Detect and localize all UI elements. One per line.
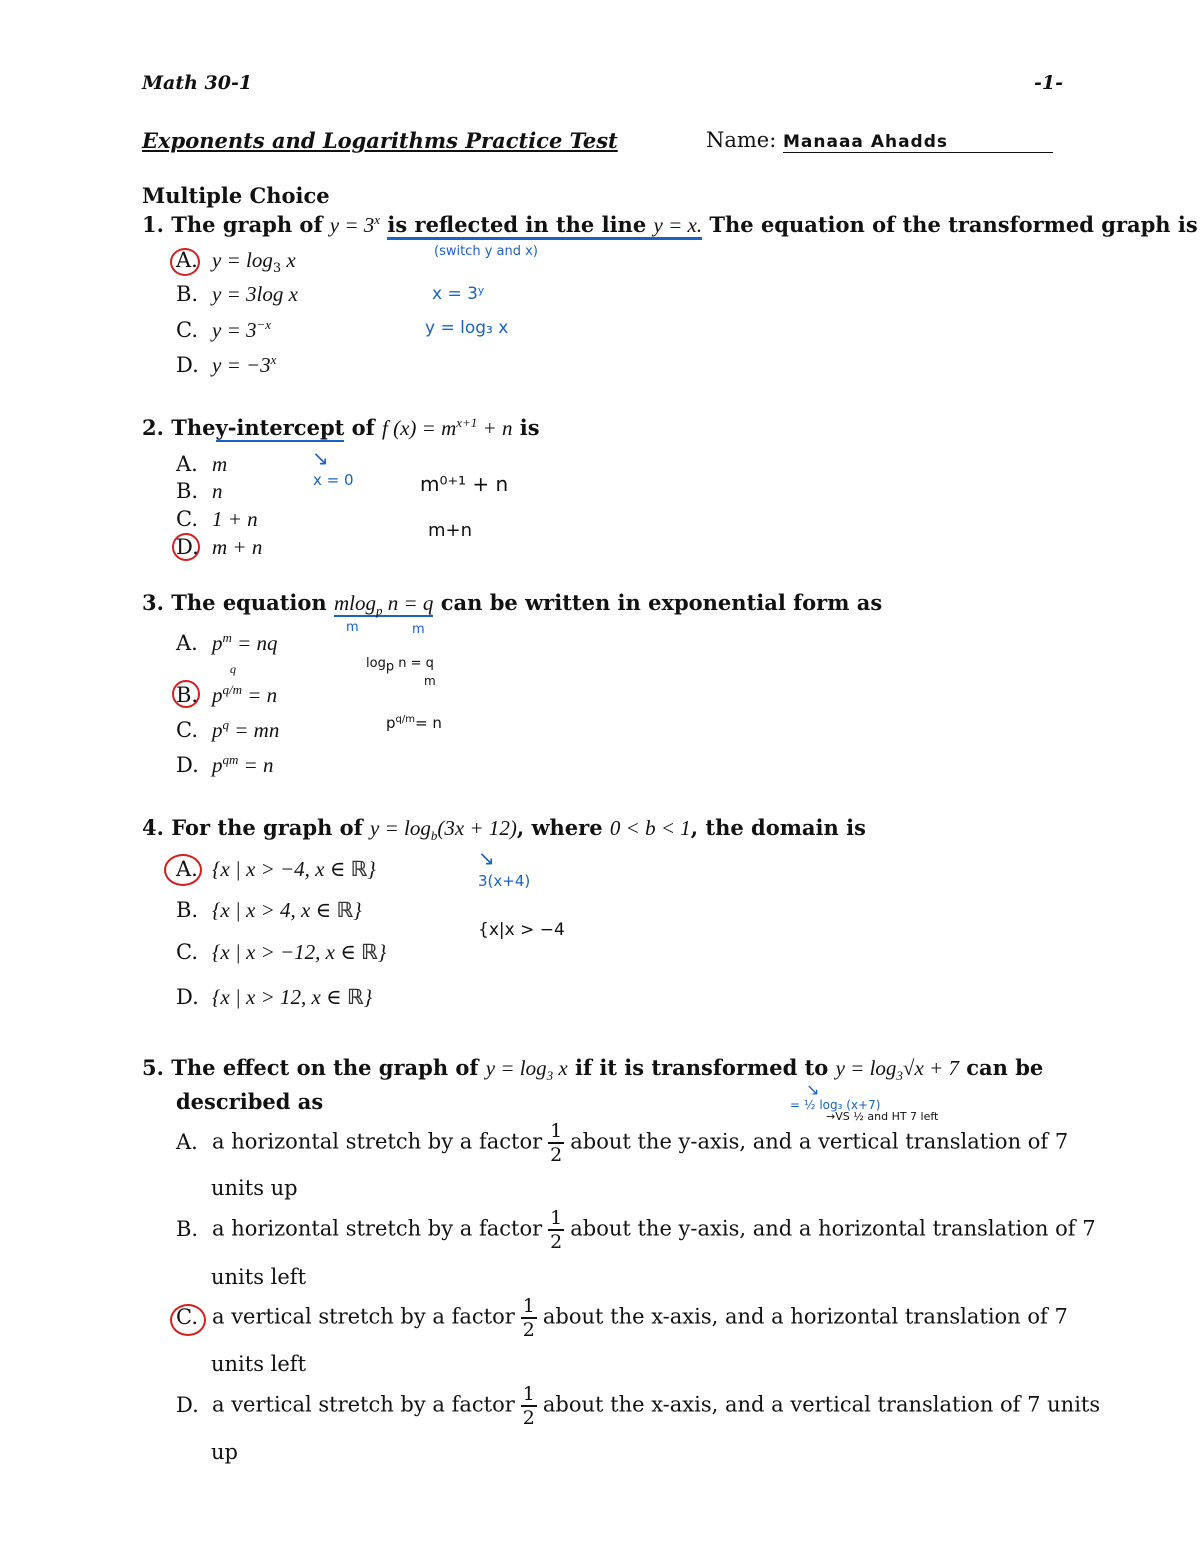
reals-symbol: ℝ xyxy=(346,985,364,1009)
q3-note-exp-base: p xyxy=(386,714,396,732)
q5-expr2-tail: √x + 7 xyxy=(902,1056,959,1080)
q2-note-sub: m⁰⁺¹ + n xyxy=(420,472,509,496)
section-heading: Multiple Choice xyxy=(142,183,330,208)
option-sup: q xyxy=(222,717,229,732)
q5-option-c-cont: units left xyxy=(211,1352,307,1376)
arrow-icon: ↘ xyxy=(478,846,495,870)
reals-symbol: ℝ xyxy=(336,898,354,922)
q4-text-b: , where xyxy=(516,815,603,840)
q4-expr-sub: b xyxy=(430,828,438,844)
option-label: D. xyxy=(176,535,199,559)
q3-note-log-eq: n = q xyxy=(398,656,434,671)
q5-option-b[interactable] xyxy=(176,1207,1096,1253)
half-fraction xyxy=(521,1295,537,1341)
q3-text-b: can be written in exponential form as xyxy=(440,590,883,615)
q2-number: 2. xyxy=(142,415,164,440)
option-label: C. xyxy=(176,507,198,531)
course-header: Math 30-1 xyxy=(142,72,253,94)
q2-expr-sup: x+1 xyxy=(456,415,478,430)
q3-note-log-text: log xyxy=(366,656,386,671)
q1-text-c: The equation of the transformed graph is xyxy=(709,212,1198,237)
option-close: } xyxy=(377,940,387,964)
option-text-post: about the y-axis, and a horizontal translation of 7 xyxy=(570,1216,1096,1241)
q1-line: y = x. xyxy=(653,213,703,237)
q1-expr-sup: x xyxy=(374,212,381,227)
q3-note-m3: m xyxy=(424,674,436,688)
q5-expr2: y = log xyxy=(835,1056,897,1080)
option-label: C. xyxy=(176,1304,198,1329)
q4-expr: y = log xyxy=(370,816,431,840)
q3-note-exp xyxy=(386,714,442,732)
q1-note-x: x = 3ʸ xyxy=(432,284,485,304)
frac-den: 2 xyxy=(550,1231,563,1253)
q2-expr-tail: + n xyxy=(477,416,513,440)
q5-option-c[interactable] xyxy=(176,1295,1068,1341)
option-tail: x xyxy=(281,248,296,272)
option-text-post: about the x-axis, and a horizontal translation of 7 xyxy=(542,1304,1068,1329)
option-text: y = −3 xyxy=(212,353,271,377)
option-text: p xyxy=(212,753,223,777)
option-text: a horizontal stretch by a factor xyxy=(212,1216,543,1241)
frac-num: 1 xyxy=(522,1295,535,1317)
q5-option-a[interactable] xyxy=(176,1120,1068,1166)
q5-option-b-cont: units left xyxy=(211,1265,307,1289)
half-fraction xyxy=(548,1120,564,1166)
q5-expr1-sub: 3 xyxy=(546,1068,554,1084)
q3-note-exp-eq: = n xyxy=(415,714,442,732)
option-tail: = n xyxy=(238,753,274,777)
q4-option-b[interactable] xyxy=(176,898,362,923)
option-text: {x | x > −12, x ∈ xyxy=(212,940,362,964)
q4-option-a[interactable] xyxy=(176,857,376,882)
option-text: {x | x > −4, x ∈ xyxy=(212,857,351,881)
q1-expr: y = 3 xyxy=(329,213,375,237)
option-sup: −x xyxy=(256,317,272,332)
q3-expr-sub: p xyxy=(376,603,383,619)
q3-option-a[interactable] xyxy=(176,630,278,656)
q4-note-domain: {x|x > −4 xyxy=(478,920,565,940)
option-text: y = 3 xyxy=(212,318,257,342)
q3-note-log-base: p xyxy=(385,659,395,675)
q2-option-a[interactable] xyxy=(176,452,227,477)
reals-symbol: ℝ xyxy=(350,857,368,881)
option-label: B. xyxy=(176,282,199,306)
q2-underlined: y-intercept xyxy=(215,415,345,440)
q5-expr2-sub: 3 xyxy=(896,1068,903,1084)
q5-number: 5. xyxy=(142,1055,164,1080)
q3-expr: mlog xyxy=(334,591,377,615)
option-sup: qm xyxy=(222,752,239,767)
option-label: A. xyxy=(176,248,198,272)
option-label: B. xyxy=(176,1216,199,1241)
option-text-post: about the y-axis, and a vertical translation of 7 xyxy=(570,1129,1069,1154)
option-text: n xyxy=(212,479,223,503)
option-label: A. xyxy=(176,1129,198,1154)
question-3 xyxy=(142,590,882,619)
question-4 xyxy=(142,815,866,844)
option-text-post: about the x-axis, and a vertical translation of 7 units xyxy=(542,1392,1101,1417)
q5-expr1-tail: x xyxy=(558,1056,568,1080)
q1-number: 1. xyxy=(142,212,164,237)
option-sub: 3 xyxy=(272,261,282,277)
q5-option-a-cont: units up xyxy=(211,1176,298,1200)
option-label: B. xyxy=(176,683,199,707)
q1-note-switch: (switch y and x) xyxy=(434,244,538,259)
page-number: -1- xyxy=(1034,72,1063,94)
q2-text: The xyxy=(171,415,216,440)
option-label: D. xyxy=(176,753,199,777)
half-fraction xyxy=(521,1383,537,1429)
option-text: {x | x > 12, x ∈ xyxy=(212,985,347,1009)
option-label: C. xyxy=(176,940,198,964)
frac-num: 1 xyxy=(522,1383,535,1405)
q2-note-x0: x = 0 xyxy=(313,471,354,489)
frac-num: 1 xyxy=(550,1120,563,1142)
q2-expr: f (x) = m xyxy=(382,416,457,440)
name-label: Name: xyxy=(706,128,777,152)
option-label: D. xyxy=(176,1392,199,1417)
option-label: D. xyxy=(176,353,199,377)
option-label: D. xyxy=(176,985,199,1009)
q5-option-d[interactable] xyxy=(176,1383,1100,1429)
q1-option-d[interactable] xyxy=(176,352,276,378)
option-label: B. xyxy=(176,479,199,503)
q3-text: The equation xyxy=(171,590,327,615)
q5-text-c: can be xyxy=(966,1055,1044,1080)
option-sup: x xyxy=(270,352,277,367)
q1-text-b: is reflected in the line xyxy=(387,212,647,237)
q1-option-c[interactable] xyxy=(176,317,271,343)
q3-number: 3. xyxy=(142,590,164,615)
option-label: A. xyxy=(176,857,198,881)
frac-den: 2 xyxy=(550,1144,563,1166)
question-2 xyxy=(142,415,540,441)
option-close: } xyxy=(367,857,376,881)
q5-text-b: if it is transformed to xyxy=(575,1055,829,1080)
question-1 xyxy=(142,212,1198,238)
q3-option-b-over: q xyxy=(230,662,236,676)
q2-note-result: m+n xyxy=(428,520,473,541)
q4-option-d[interactable] xyxy=(176,985,372,1010)
q1-option-a[interactable] xyxy=(176,248,296,276)
q5-text-d: described as xyxy=(176,1089,324,1114)
q4-text-c: , the domain is xyxy=(690,815,866,840)
option-sup: q/m xyxy=(222,682,242,697)
option-text: a vertical stretch by a factor xyxy=(212,1304,515,1329)
option-text: p xyxy=(212,631,223,655)
option-text: m xyxy=(212,452,228,476)
option-tail: = nq xyxy=(231,631,278,655)
frac-den: 2 xyxy=(522,1319,535,1341)
q2-option-b[interactable] xyxy=(176,479,223,504)
arrow-icon: ↘ xyxy=(312,446,329,470)
option-sup: m xyxy=(222,630,232,645)
half-fraction xyxy=(548,1207,564,1253)
frac-num: 1 xyxy=(550,1207,563,1229)
option-text: y = 3log x xyxy=(212,282,298,306)
option-label: B. xyxy=(176,898,199,922)
option-text: m + n xyxy=(212,535,263,559)
name-field[interactable] xyxy=(706,128,1053,153)
q5-note-result: →VS ½ and HT 7 left xyxy=(826,1110,939,1123)
reals-symbol: ℝ xyxy=(361,940,378,964)
q3-note-m1: m xyxy=(346,620,359,635)
q3-expr-tail: n = q xyxy=(382,591,434,615)
option-label: C. xyxy=(176,718,198,742)
option-close: } xyxy=(353,898,362,922)
frac-den: 2 xyxy=(522,1407,535,1429)
q2-text-c: is xyxy=(519,415,540,440)
q4-note-factor: 3(x+4) xyxy=(478,872,531,890)
q2-text-b: of xyxy=(351,415,375,440)
q3-option-c[interactable] xyxy=(176,717,279,743)
q1-note-y: y = log₃ x xyxy=(425,318,509,338)
question-5 xyxy=(142,1055,1043,1084)
option-text: {x | x > 4, x ∈ xyxy=(212,898,337,922)
option-text: 1 + n xyxy=(212,507,258,531)
option-text: a horizontal stretch by a factor xyxy=(212,1129,543,1154)
q2-option-c[interactable] xyxy=(176,507,258,532)
option-text: p xyxy=(212,718,223,742)
q5-option-d-cont: up xyxy=(211,1440,238,1464)
option-text: y = log xyxy=(212,248,273,272)
q1-text: The graph of xyxy=(171,212,323,237)
option-label: A. xyxy=(176,452,198,476)
option-label: A. xyxy=(176,631,198,655)
name-value: Manaaa Ahadds xyxy=(783,132,949,152)
arrow-icon: ↘ xyxy=(806,1080,820,1099)
q4-cond: 0 < b < 1 xyxy=(609,816,691,840)
q3-note-log xyxy=(366,656,434,675)
option-label: C. xyxy=(176,318,198,342)
q3-note-exp-sup: q/m xyxy=(395,714,415,725)
q5-expr1: y = log xyxy=(485,1056,547,1080)
q3-note-m2: m xyxy=(412,622,425,637)
q5-note-rewrite: = ½ log₃ (x+7) xyxy=(790,1098,881,1112)
page-title: Exponents and Logarithms Practice Test xyxy=(142,128,618,153)
option-text: a vertical stretch by a factor xyxy=(212,1392,515,1417)
option-tail: = mn xyxy=(229,718,280,742)
q3-option-b[interactable] xyxy=(176,682,277,708)
option-tail: = n xyxy=(242,683,278,707)
q4-expr-tail: (3x + 12) xyxy=(437,816,517,840)
q3-option-d[interactable] xyxy=(176,752,274,778)
q5-text: The effect on the graph of xyxy=(171,1055,479,1080)
q4-option-c[interactable] xyxy=(176,940,386,965)
option-text: p xyxy=(212,683,223,707)
q4-text: For the graph of xyxy=(171,815,363,840)
q2-option-d[interactable] xyxy=(176,535,262,560)
option-close: } xyxy=(363,985,373,1009)
q4-number: 4. xyxy=(142,815,164,840)
q1-option-b[interactable] xyxy=(176,282,298,307)
